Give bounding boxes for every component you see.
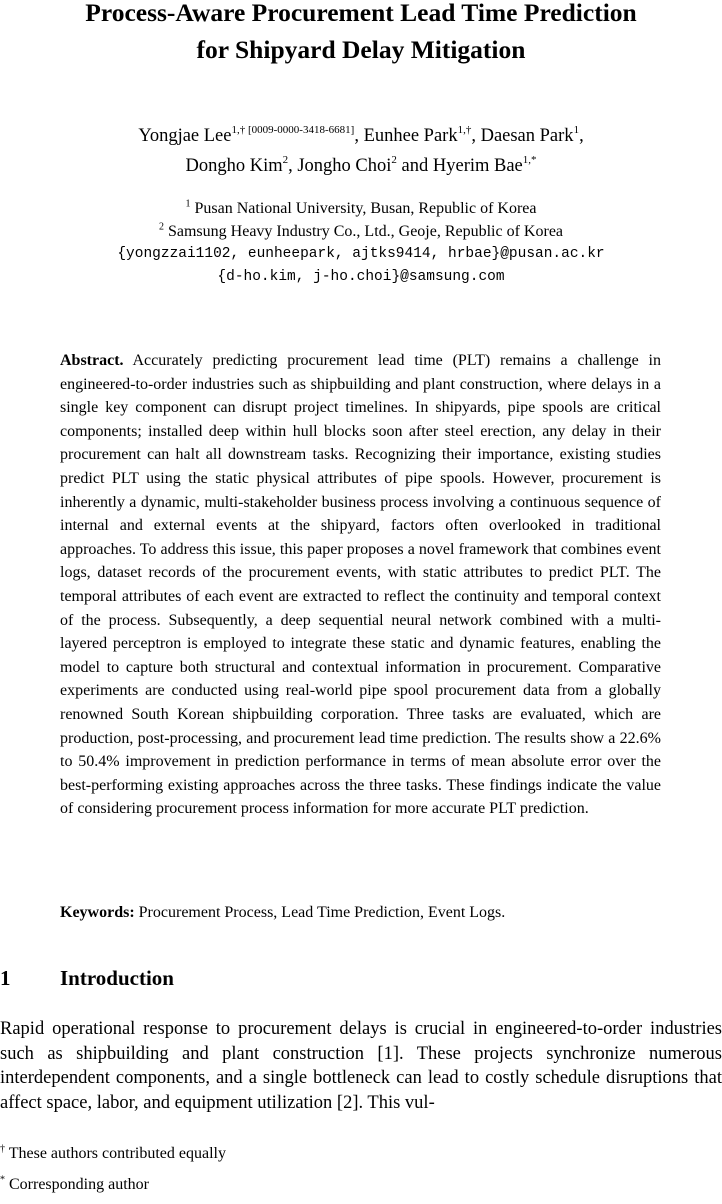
author-conjunction: and (401, 156, 429, 176)
abstract (60, 349, 661, 821)
affiliation-mark: 1 (185, 198, 191, 210)
author-name: Yongjae Lee (138, 126, 232, 146)
author-name: Jongho Choi (297, 156, 392, 176)
footnote-mark: † (0, 1143, 5, 1155)
author-affil-mark: 1 (573, 123, 580, 136)
abstract-label: Abstract. (60, 352, 124, 369)
keywords-label: Keywords: (60, 904, 135, 921)
affiliation-2 (0, 220, 722, 243)
affiliation-text: Pusan National University, Busan, Republic of Korea (194, 200, 537, 217)
footnote-corresponding-author (0, 1173, 722, 1204)
introduction-paragraph: Rapid operational response to procurement delays is crucial in engineered-to-order industries such as shipbuilding and plant construction [1]. These projects synchronize numerous interdependent components, and a single bottleneck can lead to costly schedule disruptions that affect space, labor, and equipment utilization [2]. This vul- (0, 1019, 722, 1113)
section-number: 1 (0, 966, 11, 990)
keywords-text: Procurement Process, Lead Time Prediction, Event Logs. (138, 904, 506, 921)
author-list: Yongjae Lee$^{1,\dagger [0009-0000-3418-6681]}$, Eunhee Park$^{1,\dagger}$, Daesan Park$^1$, Dongho Kim$^2$, Jongho Choi$^2$ and Hyerim Bae$^{1,*}$ (138, 123, 584, 176)
author-affil-mark: 1,* (522, 153, 537, 166)
affiliation-text: Samsung Heavy Industry Co., Ltd., Geoje, Republic of Korea (167, 223, 564, 240)
footnotes (0, 1142, 722, 1204)
email-list-2: {d-ho.kim, j-ho.choi}@samsung.com (217, 269, 505, 285)
author-name: Eunhee Park (363, 126, 458, 146)
footnote-text: These authors contributed equally (8, 1145, 226, 1162)
author-name: Hyerim Bae (432, 156, 523, 176)
email-list-1: {yongzzai1102, eunheepark, ajtks9414, hrbae}@pusan.ac.kr (117, 246, 605, 262)
title-line-1: Process-Aware Procurement Lead Time Prediction (85, 0, 637, 27)
author-name: Daesan Park (480, 126, 574, 146)
abstract-text: Accurately predicting procurement lead time (PLT) remains a challenge in engineered-to-order industries such as shipbuilding and plant construction, where delays in a single key component can disrupt project timelines. In shipyards, pipe spools are critical components; installed deep within hull blocks soon after steel erection, any delay in their procurement can halt all downstream tasks. Recognizing their importance, existing studies predict PLT using the static physical attributes of pipe spools. However, procurement is inherently a dynamic, multi-stakeholder business process involving a continuous sequence of internal and external events at the shipyard, factors often overlooked in traditional approaches. To address this issue, this paper proposes a novel framework that combines event logs, dataset records of the procurement events, with static attributes to predict PLT. The temporal attributes of each event are extracted to reflect the continuity and temporal context of the process. Subsequently, a deep sequential neural network combined with a multi-layered perceptron is employed to integrate these static and dynamic features, enabling the model to capture both structural and contextual information in procurement. Comparative experiments are conducted using real-world pipe spool procurement data from a globally renowned South Korean shipbuilding corporation. Three tasks are evaluated, which are production, post-processing, and procurement lead time prediction. The results show a 22.6% to 50.4% improvement in prediction performance in terms of mean absolute error over the best-performing existing approaches across the three tasks. These findings indicate the value of considering procurement process information for more accurate PLT prediction. (60, 352, 662, 818)
author-affil-mark: 2 (282, 153, 289, 166)
footnote-text: Corresponding author (9, 1176, 149, 1193)
section-title: Introduction (60, 966, 174, 990)
affiliation-1 (0, 197, 722, 220)
paper-title (0, 0, 722, 68)
author-affil-mark: 1,† [0009-0000-3418-6681] (231, 123, 355, 136)
section-heading (0, 963, 722, 993)
keywords (60, 901, 661, 924)
footnote-equal-contribution (0, 1142, 722, 1173)
footnote-mark: * (0, 1174, 5, 1186)
author-affil-mark: 1,† (457, 123, 472, 136)
author-name: Dongho Kim (185, 156, 283, 176)
affiliation-mark: 2 (158, 221, 164, 233)
author-affil-mark: 2 (391, 153, 397, 166)
affiliations (0, 197, 722, 289)
title-line-2: for Shipyard Delay Mitigation (196, 35, 526, 64)
